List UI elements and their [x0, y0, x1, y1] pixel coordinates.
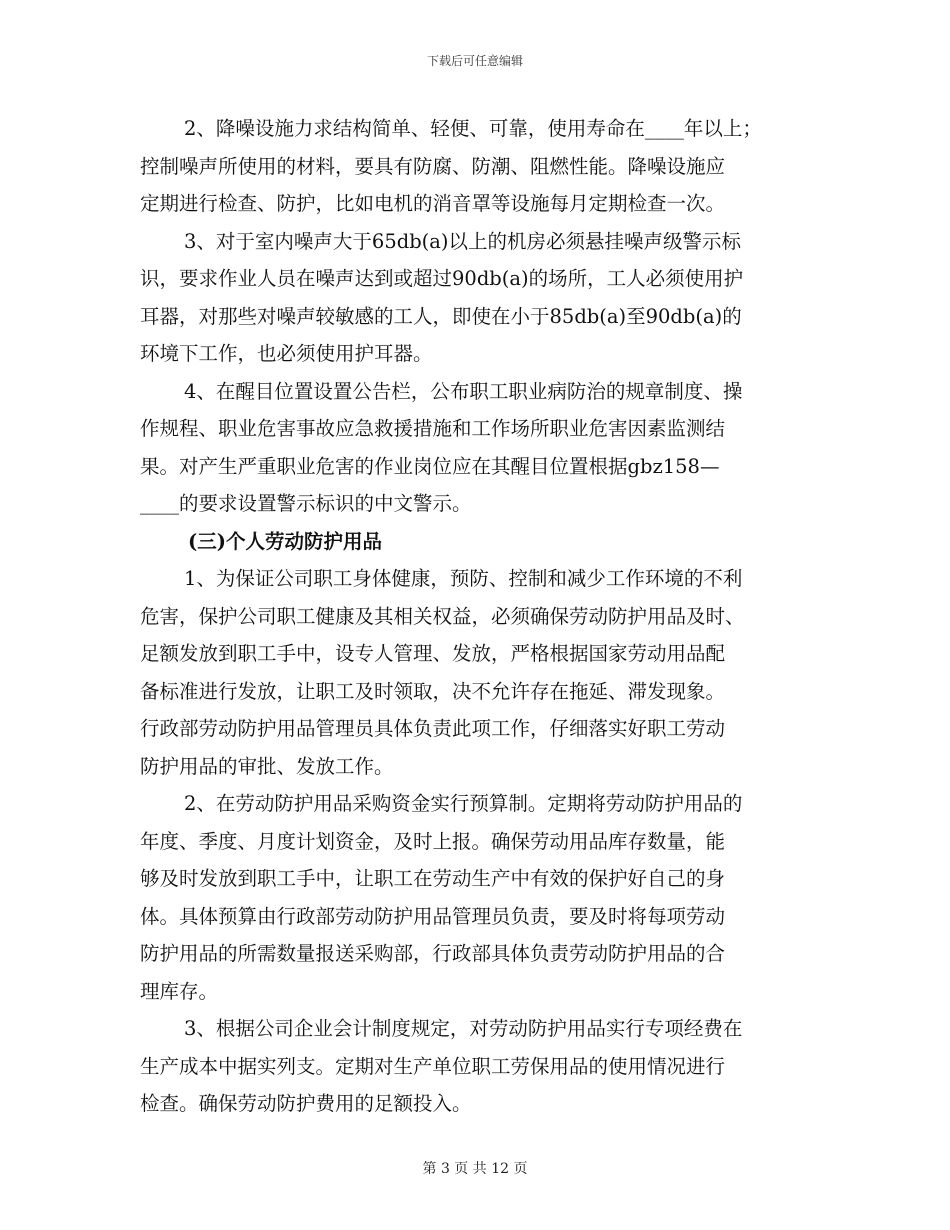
section-heading-text: (三)个人劳动防护用品: [188, 529, 382, 553]
text-line: 3、根据公司企业会计制度规定，对劳动防护用品实行专项经费在: [184, 1017, 743, 1040]
text-line: 防护用品的所需数量报送采购部，行政部具体负责劳动防护用品的合: [140, 942, 726, 965]
text-line: 理库存。: [140, 979, 219, 1003]
text-line: 年度、季度、月度计划资金，及时上报。确保劳动用品库存数量，能: [140, 829, 726, 853]
text-line: 定期进行检查、防护，比如电机的消音罩等设施每月定期检查一次。: [140, 192, 726, 215]
text-line: 3、对于室内噪声大于65db(a)以上的机房必须悬挂噪声级警示标: [184, 229, 742, 253]
text-line: 够及时发放到职工手中，让职工在劳动生产中有效的保护好自己的身: [140, 867, 726, 890]
text-line: 防护用品的审批、发放工作。: [140, 754, 394, 778]
paragraph-ppe-distribution: [140, 560, 820, 785]
section-heading: [140, 523, 820, 561]
page-number: 第 3 页 共 12 页: [422, 1161, 528, 1177]
text-line: 环境下工作，也必须使用护耳器。: [140, 342, 433, 365]
paragraph-noise-reduction-facilities: [140, 110, 820, 223]
text-line: 果。对产生严重职业危害的作业岗位应在其醒目位置根据gbz158—: [140, 454, 720, 478]
text-line: 2、降噪设施力求结构简单、轻便、可靠，使用寿命在____年以上；: [184, 117, 762, 140]
text-line: 检查。确保劳动防护费用的足额投入。: [140, 1092, 472, 1115]
text-line: 识，要求作业人员在噪声达到或超过90db(a)的场所，工人必须使用护: [140, 267, 744, 290]
text-line: 控制噪声所使用的材料，要具有防腐、防潮、阻燃性能。降噪设施应: [140, 154, 726, 178]
text-line: 1、为保证公司职工身体健康，预防、控制和减少工作环境的不利: [184, 567, 743, 590]
paragraph-ppe-accounting: [140, 1010, 820, 1123]
text-line: 耳器，对那些对噪声较敏感的工人，即使在小于85db(a)至90db(a)的: [140, 304, 742, 328]
text-line: 2、在劳动防护用品采购资金实行预算制。定期将劳动防护用品的: [184, 792, 743, 815]
paragraph-ppe-budget: [140, 785, 820, 1010]
text-line: 行政部劳动防护用品管理员具体负责此项工作，仔细落实好职工劳动: [140, 717, 726, 740]
text-line: 体。具体预算由行政部劳动防护用品管理员负责，要及时将每项劳动: [140, 904, 726, 928]
text-line: 作规程、职业危害事故应急救援措施和工作场所职业危害因素监测结: [140, 417, 726, 440]
header-note: 下载后可任意编辑: [426, 54, 523, 68]
text-line: 危害，保护公司职工健康及其相关权益，必须确保劳动防护用品及时、: [140, 604, 745, 628]
text-line: 备标准进行发放，让职工及时领取，决不允许存在拖延、滞发现象。: [140, 679, 726, 703]
document-body: [140, 110, 820, 1123]
paragraph-bulletin-board: [140, 373, 820, 523]
text-line: 足额发放到职工手中，设专人管理、发放，严格根据国家劳动用品配: [140, 642, 726, 665]
text-line: 生产成本中据实列支。定期对生产单位职工劳保用品的使用情况进行: [140, 1054, 726, 1078]
paragraph-noise-warning-signs: [140, 223, 820, 373]
text-line: ____的要求设置警示标识的中文警示。: [140, 492, 472, 515]
text-line: 4、在醒目位置设置公告栏，公布职工职业病防治的规章制度、操: [184, 379, 743, 403]
